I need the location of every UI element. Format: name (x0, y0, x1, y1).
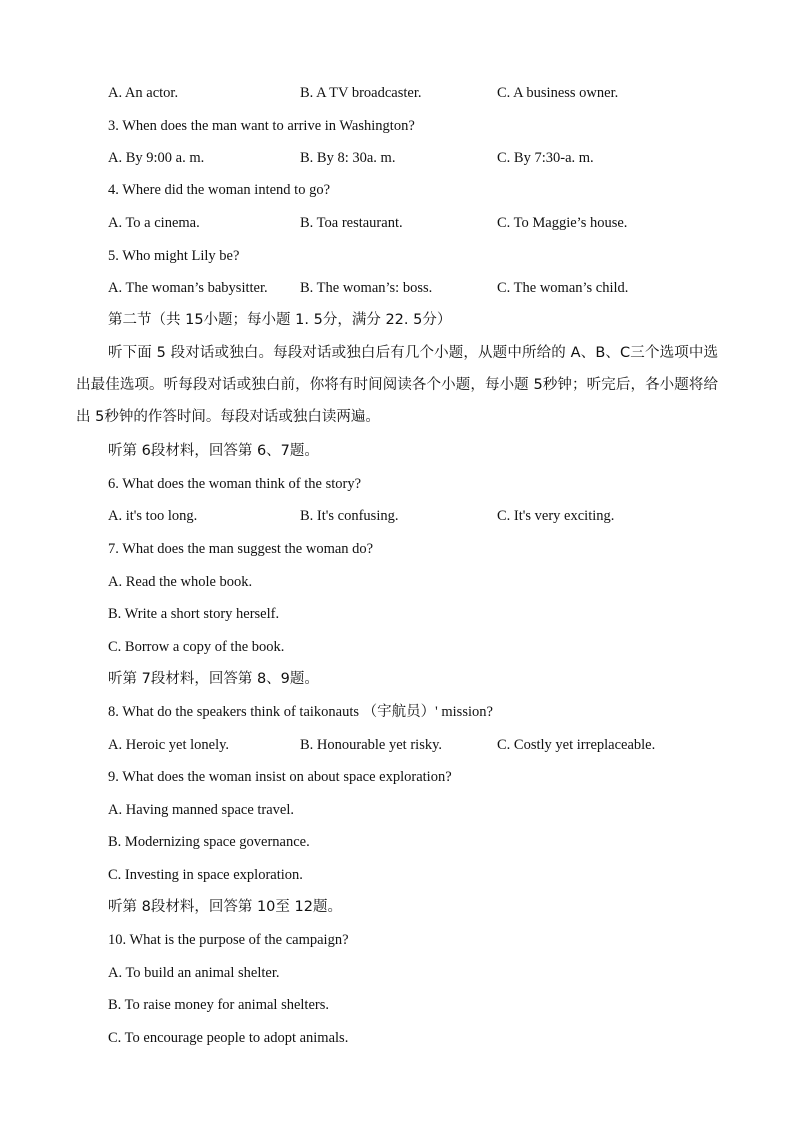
q7-option-a[interactable]: A. Read the whole book. (108, 574, 253, 590)
q9-question: 9. What does the woman insist on about space exploration? (108, 769, 452, 785)
section2-heading: 第二节（共 15小题；每小题 1. 5分，满分 22. 5分） (108, 312, 452, 328)
q9-option-b[interactable]: B. Modernizing space governance. (108, 834, 310, 850)
q3-option-c[interactable]: C. By 7:30-a. m. (497, 150, 594, 166)
q8-option-b[interactable]: B. Honourable yet risky. (300, 737, 443, 753)
q8-option-a[interactable]: A. Heroic yet lonely. (108, 737, 230, 753)
q10-question: 10. What is the purpose of the campaign? (108, 932, 349, 948)
q2-option-a[interactable]: A. An actor. (108, 85, 179, 101)
q2-option-b[interactable]: B. A TV broadcaster. (300, 85, 422, 101)
material8-heading: 听第 8段材料，回答第 10至 12题。 (108, 899, 342, 915)
q6-option-c[interactable]: C. It's very exciting. (497, 508, 615, 524)
material6-heading: 听第 6段材料，回答第 6、7题。 (108, 443, 319, 459)
q6-option-b[interactable]: B. It's confusing. (300, 508, 399, 524)
q10-option-b[interactable]: B. To raise money for animal shelters. (108, 997, 329, 1013)
q4-option-c[interactable]: C. To Maggie’s house. (497, 215, 628, 231)
q5-option-c[interactable]: C. The woman’s child. (497, 280, 629, 296)
q4-option-b[interactable]: B. Toa restaurant. (300, 215, 403, 231)
q6-option-a[interactable]: A. it's too long. (108, 508, 198, 524)
q6-question: 6. What does the woman think of the story? (108, 476, 362, 492)
q8-question: 8. What do the speakers think of taikonauts （宇航员）' mission? (108, 704, 493, 720)
q9-option-c[interactable]: C. Investing in space exploration. (108, 867, 303, 883)
material7-heading: 听第 7段材料，回答第 8、9题。 (108, 671, 319, 687)
q10-option-a[interactable]: A. To build an animal shelter. (108, 965, 280, 981)
q8-option-c[interactable]: C. Costly yet irreplaceable. (497, 737, 656, 753)
q3-option-a[interactable]: A. By 9:00 a. m. (108, 150, 205, 166)
q5-option-b[interactable]: B. The woman’s: boss. (300, 280, 433, 296)
q7-question: 7. What does the man suggest the woman do? (108, 541, 374, 557)
q7-option-b[interactable]: B. Write a short story herself. (108, 606, 280, 622)
q4-question: 4. Where did the woman intend to go? (108, 182, 331, 198)
q4-option-a[interactable]: A. To a cinema. (108, 215, 200, 231)
q10-option-c[interactable]: C. To encourage people to adopt animals. (108, 1030, 349, 1046)
q2-option-c[interactable]: C. A business owner. (497, 85, 619, 101)
q9-option-a[interactable]: A. Having manned space travel. (108, 802, 295, 818)
q3-option-b[interactable]: B. By 8: 30a. m. (300, 150, 396, 166)
section2-instructions: 听下面 5 段对话或独白。每段对话或独白后有几个小题，从题中所给的 A、B、C三个选项中选出最佳选项。听每段对话或独白前，你将有时间阅读各个小题，每小题 5秒钟；听完后，各小题将给出 5秒钟的作答时间。每段对话或独白读两遍。 (76, 345, 718, 425)
q5-question: 5. Who might Lily be? (108, 248, 240, 264)
q7-option-c[interactable]: C. Borrow a copy of the book. (108, 639, 285, 655)
q5-option-a[interactable]: A. The woman’s babysitter. (108, 280, 268, 296)
q3-question: 3. When does the man want to arrive in Washington? (108, 118, 415, 134)
